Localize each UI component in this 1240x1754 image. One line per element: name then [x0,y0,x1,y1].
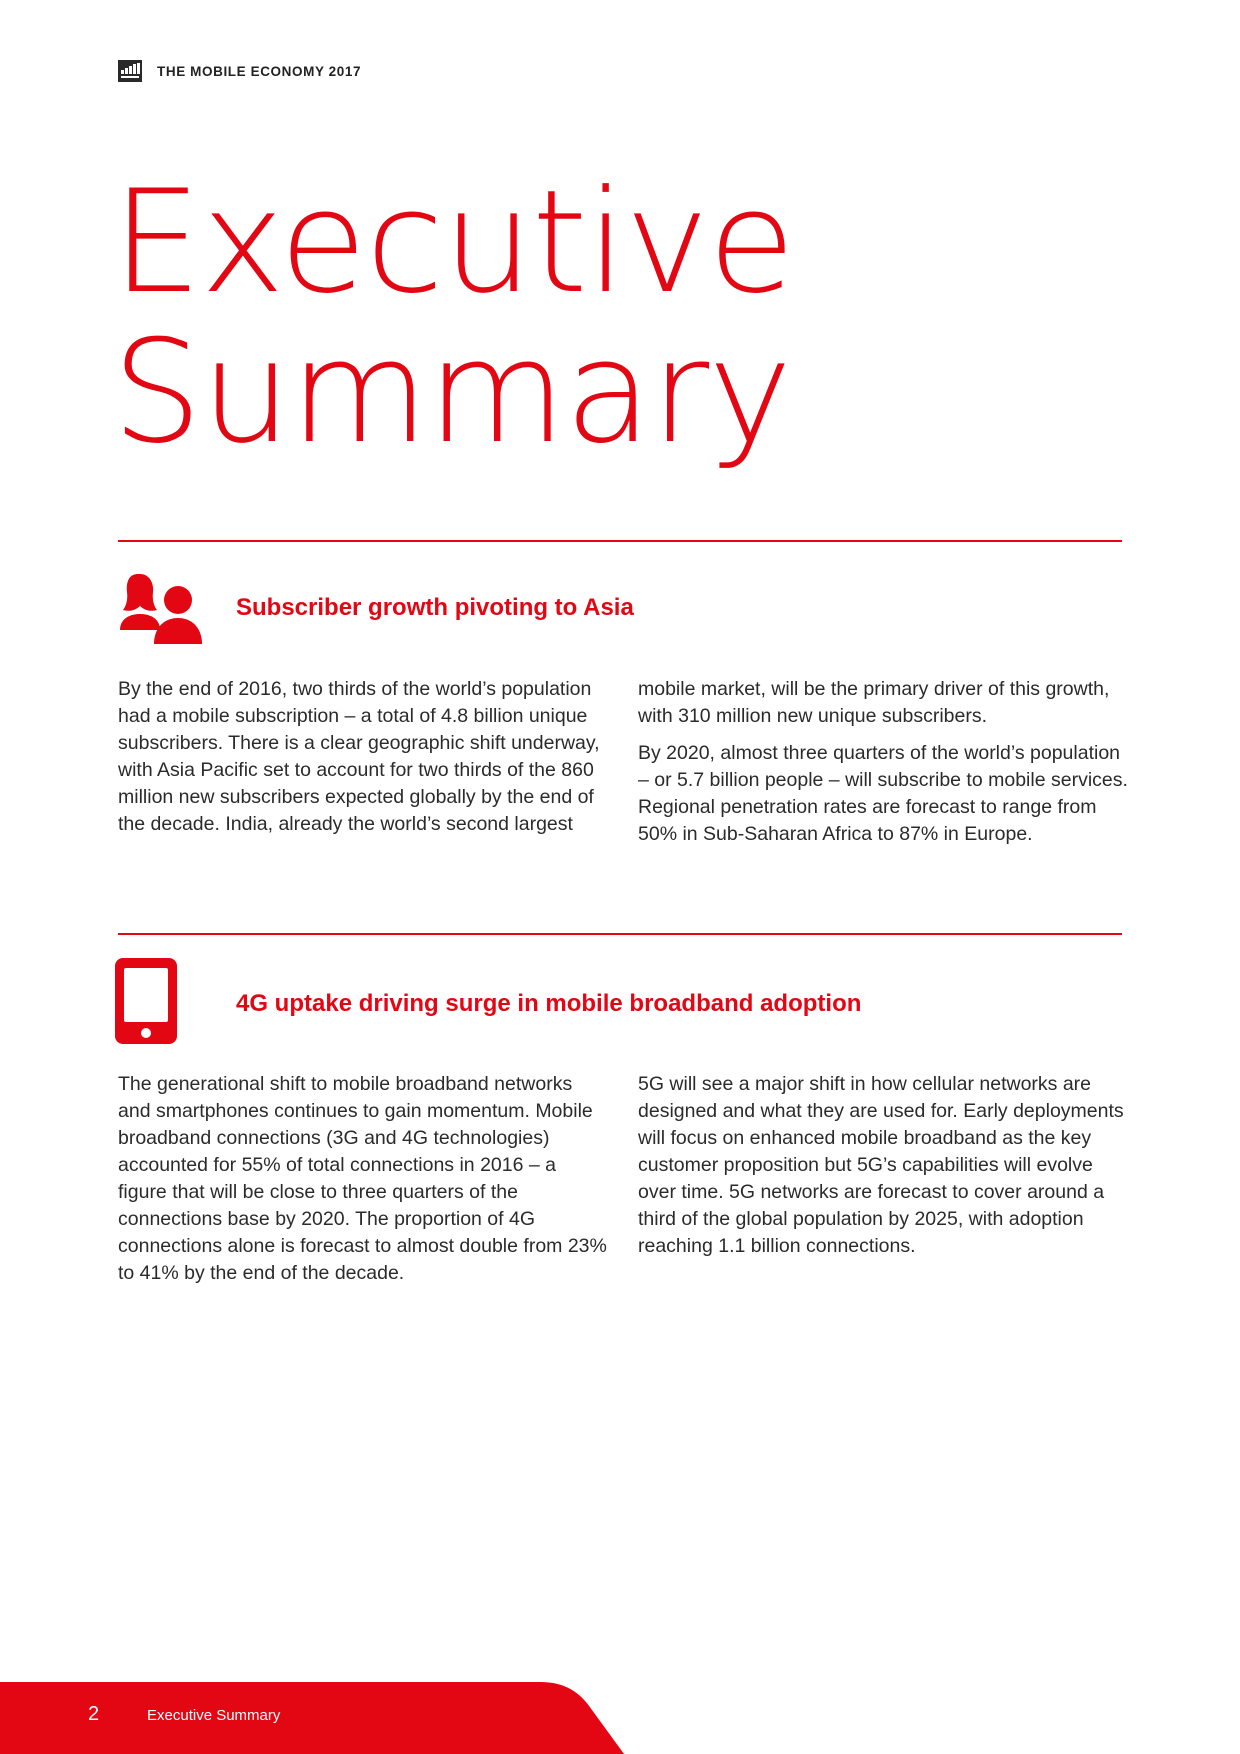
paragraph: By the end of 2016, two thirds of the world’s population had a mobile subscription – a total of 4.8 billion unique subscribers. There is a clear geographic shift underway, with Asia Pacific set to account for two thirds of the 860 million new subscribers expected globally by the end of the decade. India, already the world’s second largest [118,678,600,835]
section-heading-4g-uptake: 4G uptake driving surge in mobile broadband adoption [236,990,862,1017]
section2-left-column [118,1071,608,1297]
paragraph: By 2020, almost three quarters of the world’s population – or 5.7 billion people – will subscribe to mobile services. Regional penetration rates are forecast to range from 50% in Sub-Saharan Africa to 87% in Europe. [638,742,1128,845]
section-divider [118,540,1122,542]
footer-section-label: Executive Summary [147,1707,281,1724]
section1-right-column [638,676,1128,858]
paragraph: The generational shift to mobile broadband networks and smartphones continues to gain momentum. Mobile broadband connections (3G and 4G technologies) accounted for 55% of total connections in 2016 – a figure that will be close to three quarters of the connections base by 2020. The proportion of 4G connections alone is forecast to almost double from 23% to 41% by the end of the decade. [118,1073,607,1284]
section2-right-column [638,1071,1128,1270]
publication-title: THE MOBILE ECONOMY 2017 [157,63,362,79]
page-title [112,160,1112,475]
section-divider [118,933,1122,935]
mobile-phone-icon [115,958,177,1044]
page-title-line1: Executive [112,160,795,325]
page-header [118,60,361,82]
section1-left-column [118,676,608,848]
gsma-logo-icon [118,60,142,82]
section-heading-subscriber-growth: Subscriber growth pivoting to Asia [236,594,634,621]
page-number: 2 [88,1703,100,1725]
people-icon [118,570,208,644]
paragraph: mobile market, will be the primary driver of this growth, with 310 million new unique subscribers. [638,678,1110,727]
paragraph: 5G will see a major shift in how cellular networks are designed and what they are used for. Early deployments will focus on enhanced mobile broadband as the key customer proposition but 5G’s capabilities will evolve over time. 5G networks are forecast to cover around a third of the global population by 2025, with adoption reaching 1.1 billion connections. [638,1073,1124,1257]
page-title-line2: Summary [112,310,792,475]
